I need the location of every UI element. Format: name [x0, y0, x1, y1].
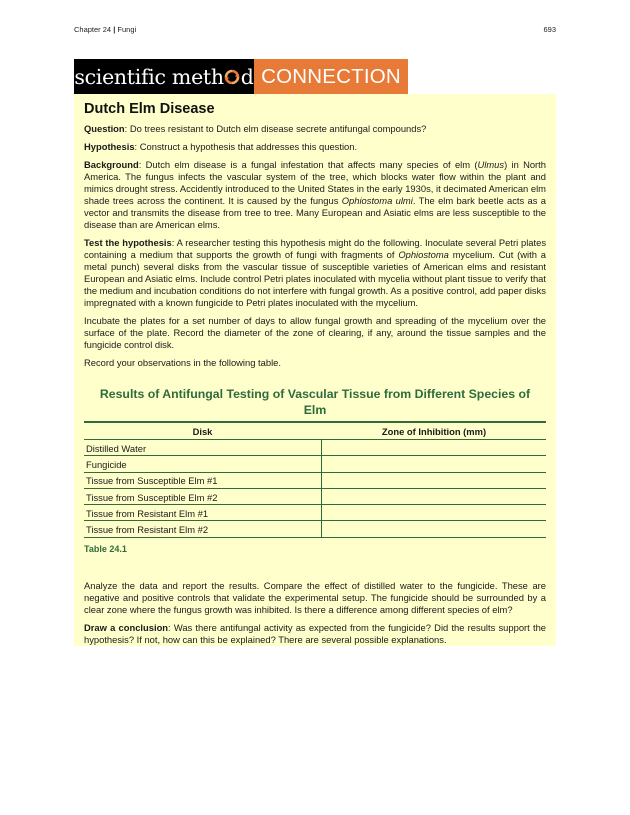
zone-cell — [322, 456, 547, 472]
zone-cell — [322, 472, 547, 488]
test-text-a: : A researcher testing this hypothesis might do the following. Inoculate several Petri plates containing a medium that supports the growth of fungi with fragments of — [84, 237, 547, 260]
running-head — [74, 25, 136, 34]
table-row — [84, 440, 546, 456]
species-name: Ophiostoma ulmi — [341, 195, 413, 206]
background-text-c: . The elm bark beetle acts as a vector and transmits the disease from tree to tree. Many European and Asiatic elms are less susceptible to the disease than are American elms. — [84, 195, 546, 230]
results-table — [84, 421, 546, 538]
page-number: 693 — [543, 25, 556, 34]
spacer — [84, 554, 546, 580]
background-text-a: : Dutch elm disease is a fungal infestation that affects many species of elm ( — [138, 159, 478, 170]
question-label: Question — [84, 123, 125, 134]
background-paragraph — [84, 159, 546, 231]
disk-cell: Tissue from Resistant Elm #2 — [84, 521, 322, 537]
column-header-zone: Zone of Inhibition (mm) — [322, 422, 547, 440]
banner-connection: CONNECTION — [254, 59, 408, 94]
question-paragraph — [84, 123, 546, 135]
orange-cycle-icon — [224, 69, 240, 85]
genus-ophiostoma: Ophiostoma — [398, 249, 449, 260]
test-paragraph — [84, 237, 546, 309]
table-row — [84, 521, 546, 537]
chapter-label: Chapter 24 — [74, 25, 112, 34]
table-row — [84, 456, 546, 472]
table-header-row — [84, 422, 546, 440]
table-row — [84, 505, 546, 521]
conclusion-paragraph — [84, 622, 546, 646]
disk-cell: Tissue from Resistant Elm #1 — [84, 505, 322, 521]
disk-cell: Tissue from Susceptible Elm #2 — [84, 488, 322, 504]
background-label: Background — [84, 159, 139, 170]
genus-ulmus: Ulmus — [477, 159, 505, 170]
record-paragraph: Record your observations in the following table. — [84, 357, 281, 368]
table-row — [84, 472, 546, 488]
disk-cell: Distilled Water — [84, 440, 322, 456]
conclusion-label: Draw a conclusion — [84, 621, 169, 633]
conclusion-text: : Was there antifungal activity as expected from the fungicide? Did the results support the hypothesis? If not, how can this be explained? There are several possible explanations. — [84, 621, 546, 645]
section-label: Fungi — [117, 25, 137, 34]
zone-cell — [322, 440, 547, 456]
disk-cell: Tissue from Susceptible Elm #1 — [84, 472, 322, 488]
question-text: : Do trees resistant to Dutch elm disease secrete antifungal compounds? — [124, 123, 427, 134]
hypothesis-text: : Construct a hypothesis that addresses this question. — [134, 141, 358, 152]
header-separator: | — [113, 25, 116, 34]
feature-panel — [74, 94, 556, 646]
article-title: Dutch Elm Disease — [84, 101, 215, 117]
table-title: Results of Antifungal Testing of Vascular Tissue from Different Species of Elm — [99, 387, 531, 417]
column-header-disk: Disk — [84, 422, 322, 440]
zone-cell — [322, 505, 547, 521]
analyze-paragraph: Analyze the data and report the results. Compare the effect of distilled water to the fungicide. These are negative and positive controls that validate the experimental setup. The fungicide should be surrounded by a clear zone where the fungus growth was inhibited. Is there a difference among different species of elm? — [84, 579, 546, 615]
table-row — [84, 488, 546, 504]
test-label: Test the hypothesis — [84, 237, 172, 248]
banner-left — [74, 59, 254, 94]
hypothesis-label: Hypothesis — [84, 141, 135, 152]
scientific-method-banner — [74, 59, 408, 94]
disk-cell: Fungicide — [84, 456, 322, 472]
table-caption: Table 24.1 — [84, 543, 127, 554]
banner-suffix: d — [240, 64, 254, 89]
zone-cell — [322, 521, 547, 537]
banner-prefix: scientific meth — [74, 64, 224, 89]
hypothesis-paragraph — [84, 141, 546, 153]
test-text-b: mycelium. Cut (with a metal punch) several disks from the vascular tissue of susceptible varieties of American elms and resistant European and Asiatic elms. Include control Petri plates inoculated with mycelia without plant tissue to verify that the medium and incubation conditions do not interfere with fungal growth. As a positive control, add paper disks impregnated with a known fungicide to Petri plates inoculated with the mycelium. — [84, 249, 546, 308]
zone-cell — [322, 488, 547, 504]
incubate-paragraph: Incubate the plates for a set number of days to allow fungal growth and spreading of the mycelium over the surface of the plate. Record the diameter of the zone of clearing, if any, around the tissue samples and the fungicide control disk. — [84, 315, 546, 350]
background-text-b: ) in North America. The fungus infects the vascular system of the tree, which blocks water flow within the plant and mimics drought stress. Accidently introduced to the United States in the early 1930s, it decimated American elm shade trees across the continent. It is caused by the fungus — [84, 159, 546, 206]
